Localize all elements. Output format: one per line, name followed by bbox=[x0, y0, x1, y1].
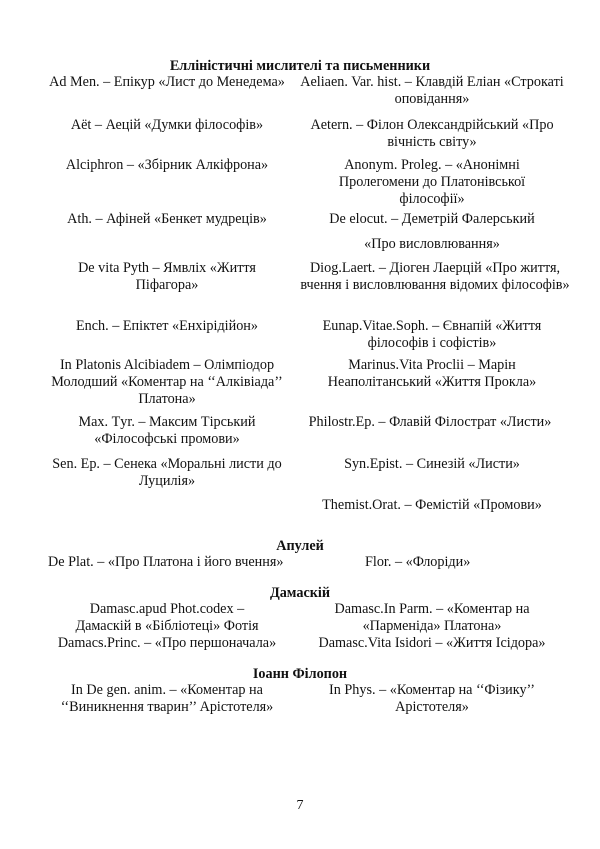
entry-left: Мах. Тyr. – Максим Тірський «Філософські промови» bbox=[78, 414, 256, 447]
entry-left: Ad Men. – Епікур «Лист до Менедема» bbox=[49, 74, 285, 90]
entry-right: Diog.Laert. – Діоген Лаерцій «Про життя, вчення і висловлювання відомих філософів» bbox=[300, 260, 570, 293]
section-heading-philoponus: Іоанн Філопон bbox=[252, 666, 348, 682]
entry-right: De elocut. – Деметрій Фалерський bbox=[329, 211, 535, 227]
entry-right: Philostr.Ep. – Флавій Філострат «Листи» bbox=[308, 414, 552, 430]
entry-right: Eunap.Vitae.Soph. – Євнапій «Життя філософів і софістів» bbox=[322, 318, 542, 351]
entry-right: Damasc.Vita Isidori – «Життя Ісідора» bbox=[318, 635, 546, 651]
section-heading-apuleius: Апулей bbox=[276, 538, 324, 554]
entry-left: De vita Pyth – Ямвліх «Життя Піфагора» bbox=[78, 260, 256, 293]
entry-right: In Phys. – «Коментар на ‘‘Фізику’’ Арістотеля» bbox=[329, 682, 535, 715]
entry-left: In Platonis Alcibiadem – Олімпіодор Молодший «Коментар на ‘‘Алківіада’’ Платона» bbox=[51, 357, 283, 407]
section-heading-damascius: Дамаскій bbox=[269, 585, 331, 601]
entry-left: Damasc.apud Phot.codex – Дамаскій в «Бібліотеці» Фотія bbox=[75, 601, 259, 634]
entry-left: Alciphron – «Збірник Алкіфрона» bbox=[65, 157, 269, 173]
entry-right: Marinus.Vita Proclii – Марін Неаполітанський «Життя Прокла» bbox=[327, 357, 537, 390]
entry-left: Sen. Ep. – Сенека «Моральні листи до Луцилія» bbox=[52, 456, 282, 489]
entry-left: In De gen. anim. – «Коментар на ‘‘Виникнення тварин’’ Арістотеля» bbox=[60, 682, 274, 715]
entry-right: Anonym. Proleg. – «Анонімні Пролегомени до Платонівської філософії» bbox=[338, 157, 526, 207]
section-heading-hellenistic: Елліністичні мислителі та письменники bbox=[169, 58, 431, 74]
entry-right: Themist.Orat. – Фемістій «Промови» bbox=[322, 497, 542, 513]
entry-right: Syn.Epist. – Синезій «Листи» bbox=[344, 456, 520, 472]
entry-right: Aeliaen. Var. hist. – Клавдій Еліан «Строкаті оповідання» bbox=[300, 74, 564, 107]
entry-left: Ench. – Епіктет «Енхірідійон» bbox=[76, 318, 258, 334]
entry-left: Damacs.Princ. – «Про першоначала» bbox=[57, 635, 277, 651]
entry-right: Flor. – «Флоріди» bbox=[365, 554, 471, 570]
entry-left: De Plat. – «Про Платона і його вчення» bbox=[48, 554, 284, 570]
page-number: 7 bbox=[296, 798, 304, 813]
entry-left: Ath. – Афіней «Бенкет мудреців» bbox=[67, 211, 267, 227]
entry-left: Аёt – Аецій «Думки філософів» bbox=[70, 117, 264, 133]
entry-right-continuation: «Про висловлювання» bbox=[364, 236, 500, 252]
entry-right: Damasc.In Parm. – «Коментар на «Парменіда» Платона» bbox=[334, 601, 530, 634]
entry-right: Aetern. – Філон Олександрійський «Про вічність світу» bbox=[310, 117, 554, 150]
